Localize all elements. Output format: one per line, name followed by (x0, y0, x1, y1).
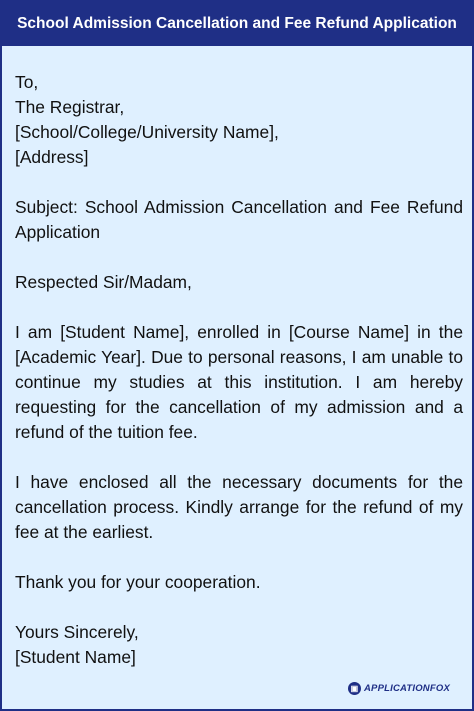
subject-line: Subject: School Admission Cancellation and Fee Refund Application (15, 197, 463, 242)
signature-line: [Student Name] (15, 647, 136, 667)
document-icon: ▣ (348, 682, 361, 695)
body-paragraph: I am [Student Name], enrolled in [Course Name] in the [Academic Year]. Due to personal reasons, I am unable to continue my studies at this institution. I am hereby requesting for the cancellation of my admission and a refund of the tuition fee. (15, 322, 463, 442)
brand-name: APPLICATIONFOX (363, 683, 450, 694)
address-line: [Address] (15, 147, 89, 167)
address-line: The Registrar, (15, 97, 125, 117)
letter-body (15, 70, 463, 670)
salutation: Respected Sir/Madam, (15, 272, 192, 292)
thanks-line: Thank you for your cooperation. (15, 572, 261, 592)
address-line: To, (15, 72, 39, 92)
closing-line: Yours Sincerely, (15, 622, 139, 642)
body-paragraph: I have enclosed all the necessary documents for the cancellation process. Kindly arrange for the refund of my fee at the earliest. (15, 472, 463, 542)
address-line: [School/College/University Name], (15, 122, 279, 142)
brand-logo (348, 682, 450, 695)
page-title: School Admission Cancellation and Fee Refund Application (2, 2, 472, 46)
